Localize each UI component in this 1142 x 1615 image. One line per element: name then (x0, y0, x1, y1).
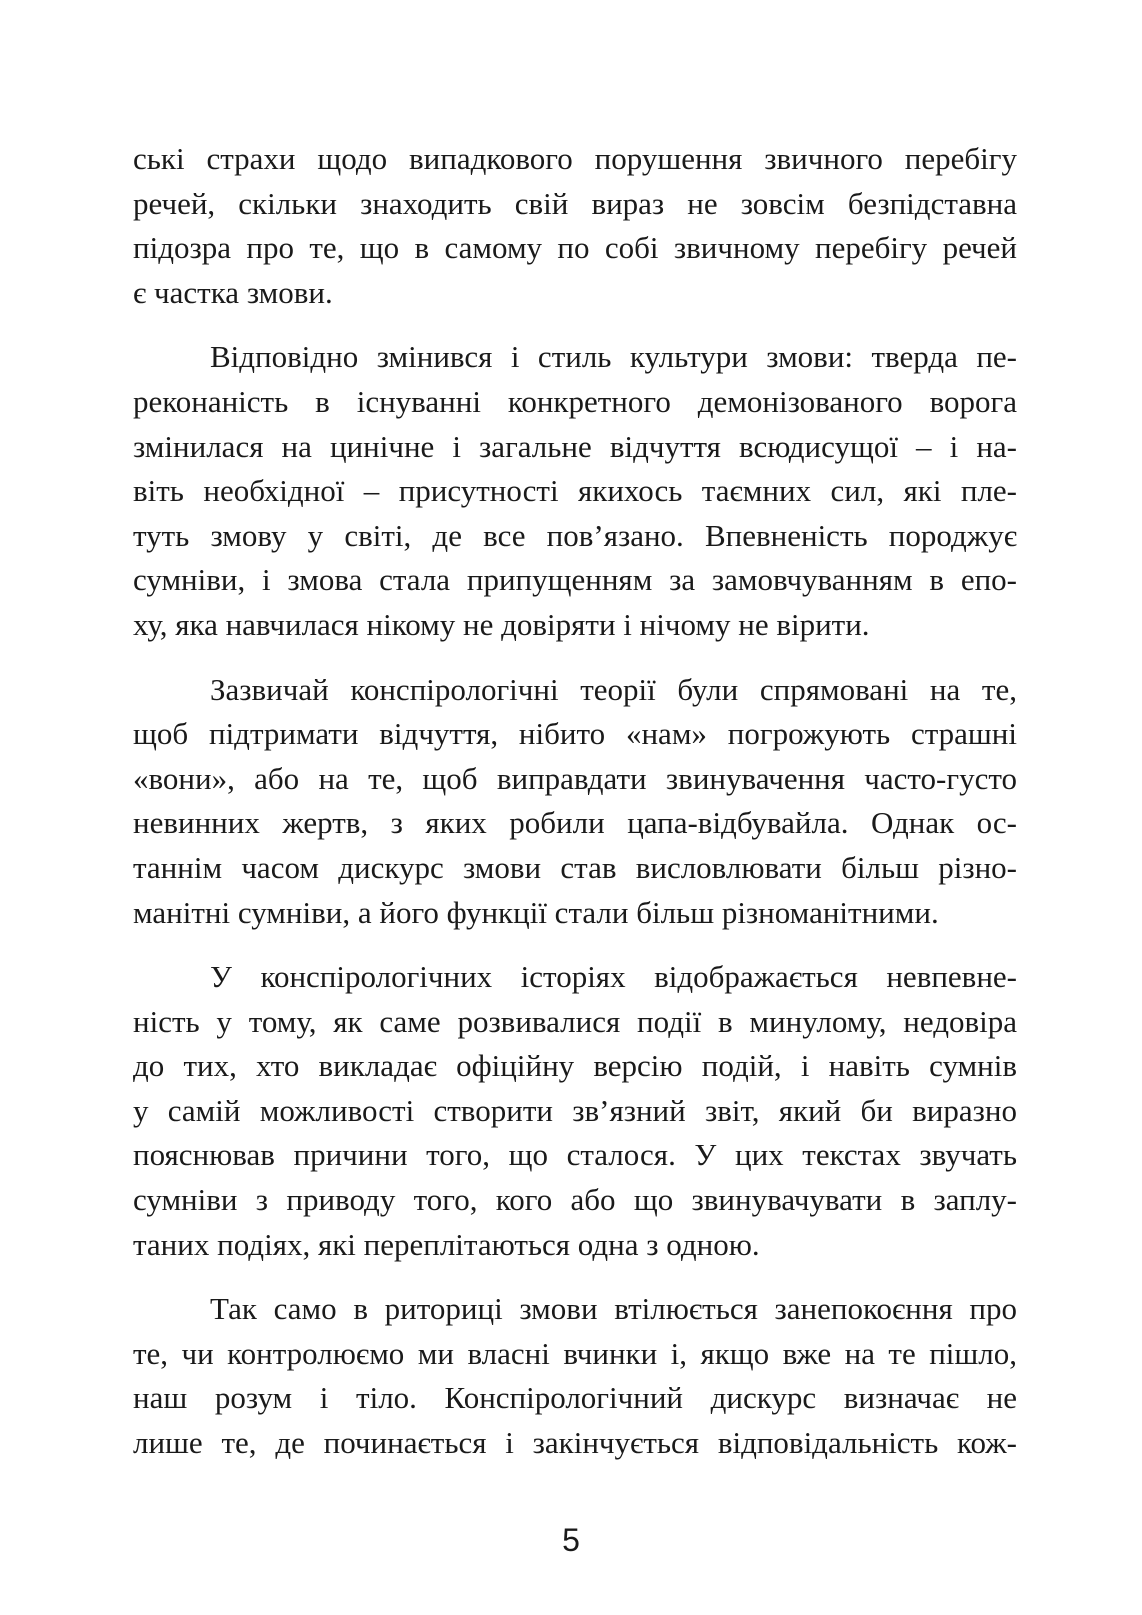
text-line: Відповідно змінився і стиль культури змови: тверда пе- (210, 339, 1017, 375)
text-line: сумніви, і змова стала припущенням за замовчуванням в епо- (133, 562, 1017, 598)
text-line: наш розум і тіло. Конспірологічний дискурс визначає не (133, 1380, 1017, 1416)
body-text (133, 137, 1017, 1466)
text-line: «вони», або на те, щоб виправдати звинувачення часто-густо (133, 760, 1017, 796)
text-line: щоб підтримати відчуття, нібито «нам» погрожують страшні (133, 716, 1017, 752)
text-line: пояснював причини того, що сталося. У цих текстах звучать (133, 1137, 1017, 1173)
page-number: 5 (562, 1522, 580, 1558)
text-line: у самій можливості створити зв’язний звіт, який би виразно (133, 1092, 1017, 1128)
text-line: невинних жертв, з яких робили цапа-відбувайла. Однак ос- (133, 805, 1017, 841)
paragraph-gap (133, 935, 1017, 955)
text-line: змінилася на цинічне і загальне відчуття всюдисущої – і на- (133, 428, 1017, 464)
text-line: речей, скільки знаходить свій вираз не зовсім безпідставна (133, 185, 1017, 221)
paragraph (133, 1287, 1017, 1465)
paragraph (133, 955, 1017, 1267)
text-line: сумніви з приводу того, кого або що звинувачувати в заплу- (133, 1182, 1017, 1218)
text-line: ху, яка навчилася нікому не довіряти і нічому не вірити. (133, 606, 870, 642)
paragraph (133, 668, 1017, 936)
text-line: Зазвичай конспірологічні теорії були спрямовані на те, (210, 671, 1017, 707)
text-line: лише те, де починається і закінчується відповідальність кож- (133, 1425, 1017, 1461)
text-line: ські страхи щодо випадкового порушення звичного перебігу (133, 141, 1017, 176)
text-line: манітні сумніви, а його функції стали більш різноманітними. (133, 894, 939, 930)
paragraph (133, 137, 1017, 315)
text-line: те, чи контролюємо ми власні вчинки і, якщо вже на те пішло, (133, 1335, 1017, 1371)
text-line: до тих, хто викладає офіційну версію подій, і навіть сумнів (133, 1048, 1017, 1084)
text-line: Так само в риториці змови втілюється занепокоєння про (210, 1291, 1017, 1327)
text-line: туть змову у світі, де все пов’язано. Впевненість породжує (133, 517, 1017, 553)
text-line: реконаність в існуванні конкретного демонізованого ворога (133, 383, 1017, 419)
text-line: є частка змови. (133, 274, 333, 310)
text-line: підозра про те, що в самому по собі звичному перебігу речей (133, 230, 1017, 266)
paragraph-gap (133, 648, 1017, 668)
text-line: таннім часом дискурс змови став висловлювати більш різно- (133, 849, 1017, 885)
text-line: віть необхідної – присутності якихось таємних сил, які пле- (133, 473, 1017, 509)
text-line: У конспірологічних історіях відображається невпевне- (210, 959, 1017, 995)
text-line: ність у тому, як саме розвивалися події в минулому, недовіра (133, 1003, 1017, 1039)
paragraph (133, 335, 1017, 647)
paragraph-gap (133, 315, 1017, 335)
paragraph-gap (133, 1267, 1017, 1287)
text-line: таних подіях, які переплітаються одна з одною. (133, 1226, 760, 1262)
